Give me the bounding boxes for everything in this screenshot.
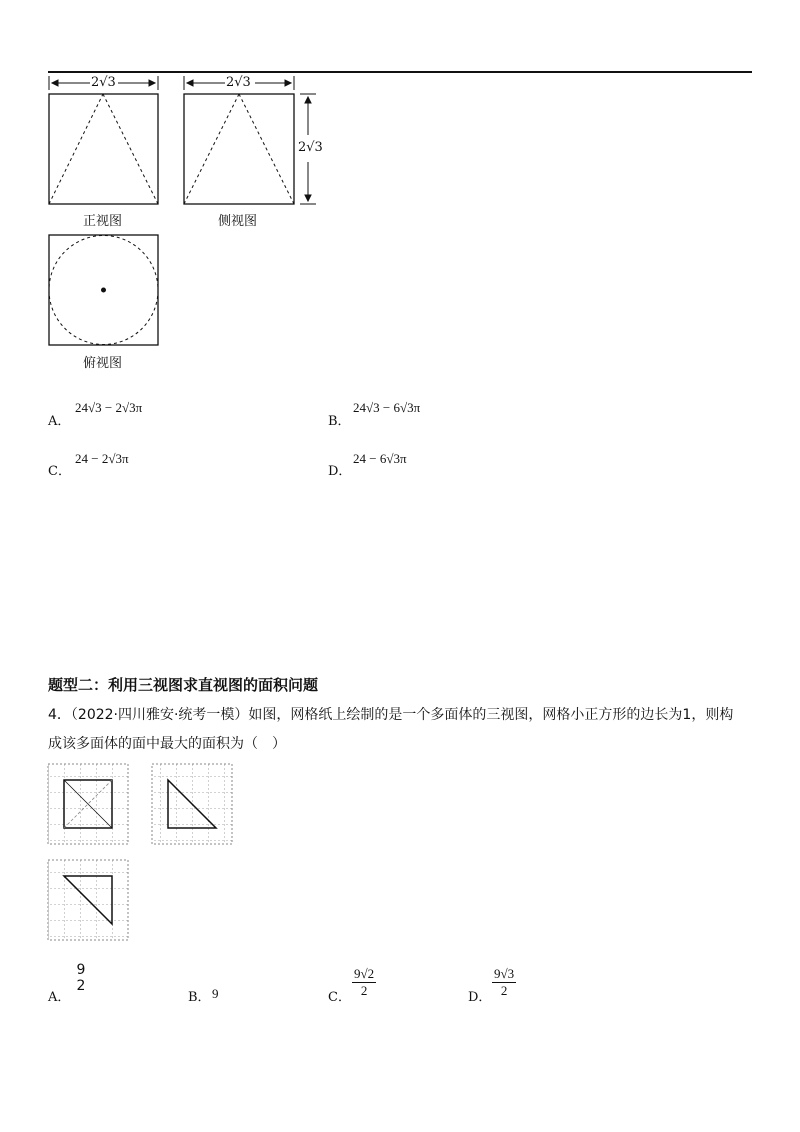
q4-option-c-num: 9√2	[354, 966, 375, 981]
top-view-caption: 俯视图	[83, 356, 123, 371]
side-width-label: 2√3	[226, 75, 251, 90]
q3-option-d-label[interactable]: D．	[328, 464, 352, 479]
grid-top-view	[48, 860, 128, 940]
q4-option-c-fraction	[352, 966, 376, 999]
q4-text-line1: 4．（2022·四川雅安·统考一模）如图，网格纸上绘制的是一个多面体的三视图，网格小正方形的边长为1，则构	[48, 707, 734, 723]
grid-side-view	[152, 764, 232, 844]
side-view	[184, 76, 316, 204]
q4-option-d-fraction	[492, 966, 516, 999]
front-width-label: 2√3	[91, 75, 116, 90]
q4-option-d-label[interactable]: D．	[468, 990, 492, 1005]
q3-option-b-value: 24√3 − 6√3π	[353, 400, 421, 415]
q3-option-a-value: 24√3 − 2√3π	[75, 400, 143, 415]
q4-option-d-den: 2	[500, 983, 508, 998]
grid-front-view	[48, 764, 128, 844]
grid-views-figure	[0, 760, 800, 960]
section-heading: 题型二：利用三视图求直视图的面积问题	[48, 676, 319, 694]
three-views-figure	[0, 0, 800, 380]
top-view	[49, 235, 158, 345]
q4-option-b-value: 9	[212, 986, 219, 1001]
q3-option-a-label[interactable]: A．	[48, 414, 71, 429]
front-view-caption: 正视图	[83, 214, 123, 229]
side-view-caption: 侧视图	[218, 214, 258, 229]
q3-option-c-label[interactable]: C．	[48, 464, 71, 479]
q4-option-c-label[interactable]: C．	[328, 990, 351, 1005]
q4-option-a-den: 2	[76, 978, 86, 994]
side-height-label: 2√3	[298, 140, 323, 155]
q4-option-c-den: 2	[360, 983, 368, 998]
q3-option-b-label[interactable]: B．	[328, 414, 351, 429]
q4-option-a-num: 9	[76, 962, 86, 978]
q4-option-a-fraction	[74, 962, 88, 994]
q4-option-d-num: 9√3	[494, 966, 515, 981]
q4-option-b-label[interactable]: B．	[188, 990, 211, 1005]
q4-text-line2: 成该多面体的面中最大的面积为（ ）	[48, 736, 286, 752]
q3-option-d-value: 24 − 6√3π	[353, 451, 407, 466]
q4-option-a-label[interactable]: A．	[48, 990, 71, 1005]
front-view	[49, 76, 158, 204]
q3-option-c-value: 24 − 2√3π	[75, 451, 129, 466]
